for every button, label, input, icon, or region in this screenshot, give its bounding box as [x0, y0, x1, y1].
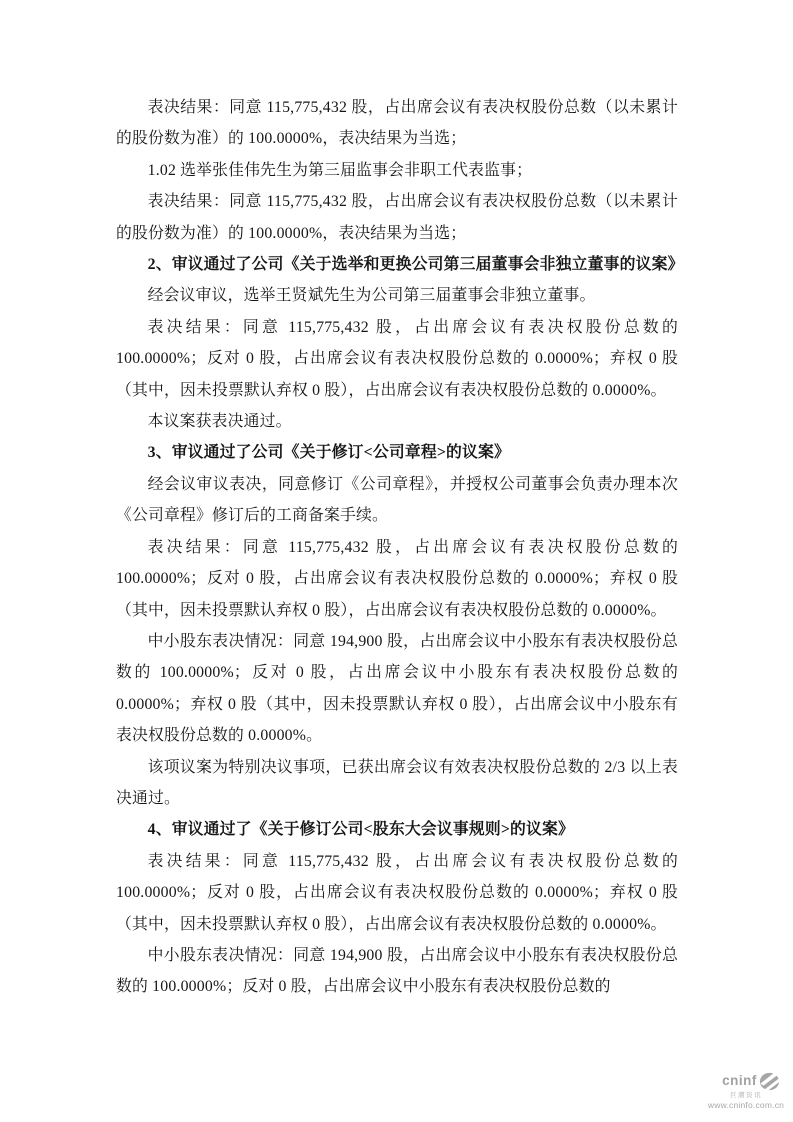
section-heading-item-2: 2、审议通过了公司《关于选举和更换公司第三届董事会非独立董事的议案》 — [147, 256, 684, 274]
cninfo-logo — [704, 1072, 788, 1110]
section-heading-item-4: 4、审议通过了《关于修订公司<股东大会议事规则>的议案》 — [147, 821, 575, 839]
vote-result-supervisor-2: 表决结果：同意 115,775,432 股，占出席会议有表决权股份总数（以未累计的股份数为准）的 100.0000%，表决结果为当选； — [116, 193, 678, 242]
vote-result-supervisor-1: 表决结果：同意 115,775,432 股，占出席会议有表决权股份总数（以未累计的股份数为准）的 100.0000%，表决结果为当选； — [116, 99, 678, 148]
document-body — [116, 92, 684, 1003]
cninfo-logo-text: cninf — [722, 1073, 757, 1089]
item-2-description: 经会议审议，选举王贤斌先生为公司第三届董事会非独立董事。 — [147, 287, 596, 305]
item-3-special-resolution: 该项议案为特别决议事项，已获出席会议有效表决权股份总数的 2/3 以上表决通过。 — [116, 758, 678, 807]
cninfo-logo-url: www.cninfo.com.cn — [707, 1100, 785, 1111]
cninfo-swirl-icon — [759, 1072, 780, 1091]
section-heading-item-3: 3、审议通过了公司《关于修订<公司章程>的议案》 — [147, 444, 511, 462]
item-4-minority-vote: 中小股东表决情况：同意 194,900 股，占出席会议中小股东有表决权股份总数的 100.0000%；反对 0 股，占出席会议中小股东有表决权股份总数的 — [116, 946, 678, 996]
item-4-vote-result: 表决结果：同意 115,775,432 股，占出席会议有表决权股份总数的 100.0000%；反对 0 股，占出席会议有表决权股份总数的 0.0000%；弃权 0 股（其中，因未投票默认弃权 0 股），占出席会议有表决权股份总数的 0.0000%。 — [116, 852, 678, 933]
item-2-vote-result: 表决结果：同意 115,775,432 股，占出席会议有表决权股份总数的 100.0000%；反对 0 股，占出席会议有表决权股份总数的 0.0000%；弃权 0 股（其中，因未投票默认弃权 0 股），占出席会议有表决权股份总数的 0.0000%。 — [116, 318, 678, 399]
cninfo-logo-chinese: 巨潮资讯 — [730, 1092, 762, 1099]
item-1-02: 1.02 选举张佳伟先生为第三届监事会非职工代表监事； — [147, 161, 533, 179]
item-2-passed-note: 本议案获表决通过。 — [147, 413, 292, 431]
item-3-minority-vote: 中小股东表决情况：同意 194,900 股，占出席会议中小股东有表决权股份总数的 100.0000%；反对 0 股，占出席会议中小股东有表决权股份总数的 0.0000%；弃权 0 股（其中，因未投票默认弃权 0 股），占出席会议中小股东有表决权股份总数的 0.0000%。 — [116, 632, 678, 745]
item-3-description: 经会议审议表决，同意修订《公司章程》，并授权公司董事会负责办理本次《公司章程》修订后的工商备案手续。 — [116, 475, 678, 525]
item-3-vote-result: 表决结果：同意 115,775,432 股，占出席会议有表决权股份总数的 100.0000%；反对 0 股，占出席会议有表决权股份总数的 0.0000%；弃权 0 股（其中，因未投票默认弃权 0 股），占出席会议有表决权股份总数的 0.0000%。 — [116, 538, 678, 619]
cninfo-logo-row — [714, 1072, 788, 1091]
